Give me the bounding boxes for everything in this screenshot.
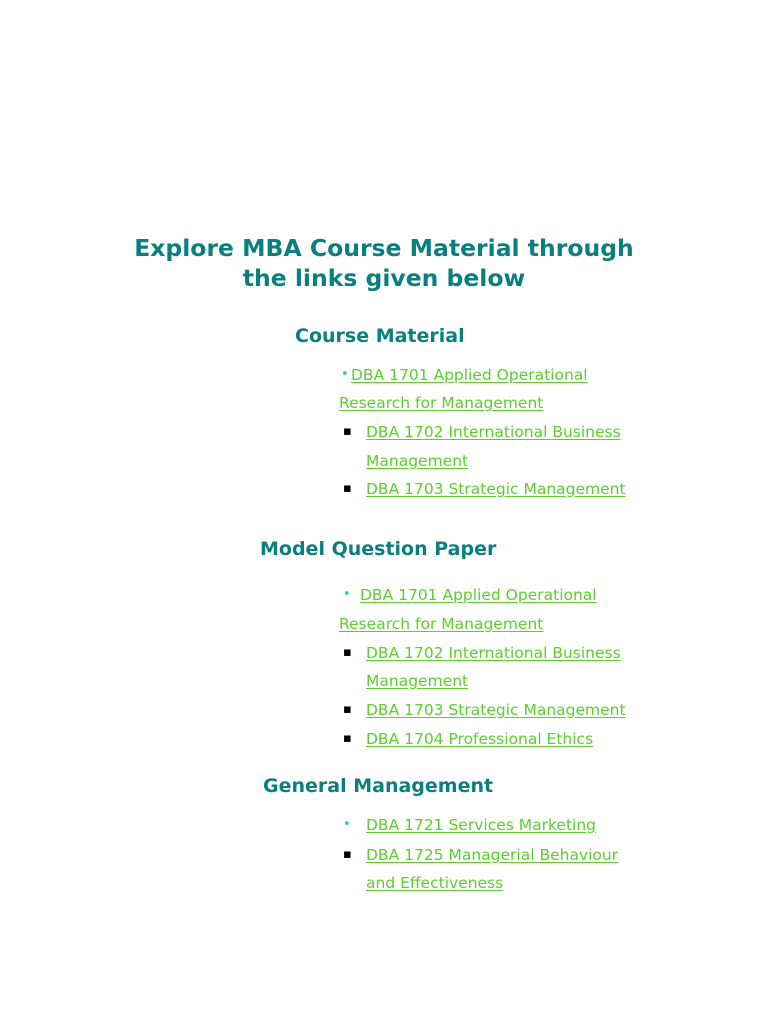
link-dba-1702-question-paper-line-1[interactable]	[366, 643, 621, 663]
link-text[interactable]: DBA 1701 Applied Operational	[351, 366, 588, 384]
link-dba-1703-question-paper[interactable]	[366, 700, 626, 720]
link-dba-1704-question-paper[interactable]	[366, 729, 593, 749]
link-dba-1701-course-material-line-1[interactable]	[351, 365, 588, 385]
section-heading-model-question-paper: Model Question Paper	[260, 538, 497, 560]
link-text[interactable]: DBA 1701 Applied Operational	[360, 586, 597, 604]
page-title-line-1: Explore MBA Course Material through	[134, 234, 634, 262]
link-dba-1702-course-material-line-2[interactable]	[366, 451, 468, 471]
link-text[interactable]: DBA 1704 Professional Ethics	[366, 730, 594, 748]
link-dba-1701-question-paper-line-2[interactable]	[339, 614, 543, 634]
bullet-icon: •	[343, 817, 351, 832]
link-dba-1725-line-2[interactable]	[366, 873, 503, 893]
link-dba-1701-question-paper-line-1[interactable]	[360, 585, 597, 605]
section-heading-general-management: General Management	[263, 775, 494, 797]
link-dba-1702-course-material-line-1[interactable]	[366, 422, 621, 442]
link-text[interactable]: Research for Management	[339, 615, 544, 633]
link-text[interactable]: Management	[366, 672, 469, 690]
bullet-icon: ▪	[343, 731, 352, 746]
bullet-icon: ▪	[343, 481, 352, 496]
link-dba-1702-question-paper-line-2[interactable]	[366, 671, 468, 691]
link-text[interactable]: DBA 1702 International Business	[366, 644, 621, 662]
bullet-icon: ▪	[343, 847, 352, 862]
link-text[interactable]: DBA 1703 Strategic Management	[366, 480, 626, 498]
link-text[interactable]: DBA 1725 Managerial Behaviour	[366, 846, 619, 864]
link-text[interactable]: DBA 1703 Strategic Management	[366, 701, 626, 719]
link-dba-1701-course-material-line-2[interactable]	[339, 393, 543, 413]
link-text[interactable]: DBA 1721 Services Marketing	[366, 816, 597, 834]
link-text[interactable]: Management	[366, 452, 469, 470]
bullet-icon: •	[341, 367, 349, 382]
link-dba-1721[interactable]	[366, 815, 596, 835]
link-dba-1725-line-1[interactable]	[366, 845, 618, 865]
bullet-icon: ▪	[343, 702, 352, 717]
link-text[interactable]: Research for Management	[339, 394, 544, 412]
page-title-line-2: the links given below	[242, 264, 526, 292]
bullet-icon: ▪	[343, 424, 352, 439]
link-text[interactable]: DBA 1702 International Business	[366, 423, 621, 441]
bullet-icon: •	[343, 587, 351, 602]
bullet-icon: ▪	[343, 645, 352, 660]
link-dba-1703-course-material[interactable]	[366, 479, 626, 499]
section-heading-course-material: Course Material	[295, 325, 465, 347]
link-text[interactable]: and Effectiveness	[366, 874, 504, 892]
page-title	[0, 233, 768, 293]
